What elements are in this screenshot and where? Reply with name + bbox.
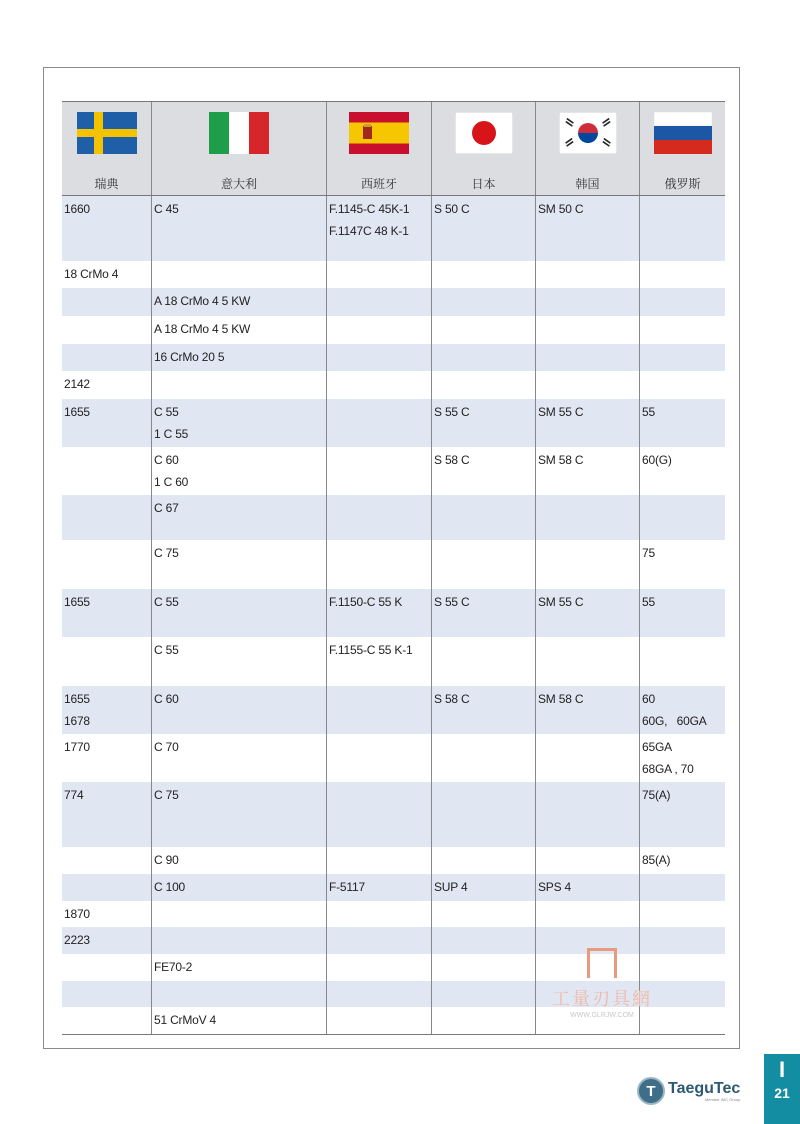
cell-japan	[432, 734, 536, 782]
cell-spain	[327, 927, 432, 954]
cell-sweden: 1655	[62, 589, 152, 637]
table-row	[62, 447, 725, 495]
cell-sweden	[62, 954, 152, 981]
cell-italy: C 67	[152, 495, 327, 540]
cell-korea: SPS 4	[536, 874, 640, 901]
cell-russia	[640, 901, 725, 927]
russia-flag-icon	[654, 112, 712, 154]
cell-sweden	[62, 981, 152, 1007]
cell-russia: 55	[642, 595, 655, 609]
table-row	[62, 371, 725, 399]
section-letter: I	[778, 1057, 786, 1082]
header-italy	[152, 102, 327, 195]
cell-italy: C 45	[152, 196, 327, 261]
table-row	[62, 901, 725, 927]
cell-korea	[536, 316, 640, 344]
header-country-name: 俄罗斯	[664, 177, 701, 191]
cell-japan	[432, 901, 536, 927]
cell-spain	[327, 540, 432, 589]
header-country-name: 瑞典	[94, 177, 119, 191]
cell-russia: 85(A)	[642, 853, 671, 867]
cell-russia: 75	[642, 546, 655, 560]
watermark	[537, 948, 667, 1019]
cell-italy: FE70-2	[152, 954, 327, 981]
cell-sweden	[62, 288, 152, 316]
brand-name: TaeguTec	[668, 1079, 741, 1097]
cell-korea: SM 55 C	[536, 399, 640, 447]
page-number: 21	[774, 1085, 790, 1101]
cell-italy: C 55	[152, 637, 327, 686]
cell-italy: A 18 CrMo 4 5 KW	[152, 288, 327, 316]
cell-italy	[152, 371, 327, 399]
cell-korea	[536, 847, 640, 874]
cell-japan: S 55 C	[432, 589, 536, 637]
cell-russia	[640, 288, 725, 316]
cell-spain	[327, 261, 432, 288]
cell-spain	[327, 371, 432, 399]
cell-spain	[327, 344, 432, 371]
cell-italy: A 18 CrMo 4 5 KW	[152, 316, 327, 344]
cell-italy: 16 CrMo 20 5	[152, 344, 327, 371]
cell-spain	[327, 1007, 432, 1034]
header-korea	[536, 102, 640, 195]
cell-korea	[536, 371, 640, 399]
cell-japan: S 58 C	[432, 686, 536, 734]
cell-sweden: 2142	[62, 371, 152, 399]
cell-japan	[432, 288, 536, 316]
cell-japan: S 58 C	[432, 447, 536, 495]
cell-korea	[536, 344, 640, 371]
cell-italy: C 75	[152, 782, 327, 847]
cell-korea: SM 50 C	[536, 196, 640, 261]
cell-korea	[536, 901, 640, 927]
cell-korea	[536, 261, 640, 288]
brand-subtitle: Member IMC Group	[704, 1096, 741, 1102]
watermark-url: WWW.GLRJW.COM	[570, 1012, 634, 1019]
cell-sweden	[62, 847, 152, 874]
cell-russia	[640, 316, 725, 344]
cell-spain	[327, 981, 432, 1007]
cell-japan	[432, 782, 536, 847]
cell-sweden	[62, 874, 152, 901]
cell-spain	[327, 847, 432, 874]
table-row	[62, 261, 725, 288]
japan-flag-icon	[455, 112, 513, 154]
cell-sweden: 2223	[62, 927, 152, 954]
watermark-text: 工量刃具網	[552, 989, 652, 1010]
table-row	[62, 540, 725, 589]
cell-italy: C 55	[152, 589, 327, 637]
cell-sweden	[62, 447, 152, 495]
cell-spain	[327, 495, 432, 540]
cell-japan	[432, 495, 536, 540]
table-row	[62, 847, 725, 874]
cell-spain	[327, 399, 432, 447]
cell-korea	[536, 782, 640, 847]
cell-spain	[327, 686, 432, 734]
cell-russia: 60 60G, 60GA	[642, 692, 707, 728]
cell-sweden: 1770	[62, 734, 152, 782]
cell-japan	[432, 637, 536, 686]
cell-italy: C 70	[152, 734, 327, 782]
cell-italy	[152, 261, 327, 288]
header-japan	[432, 102, 536, 195]
cell-russia: 75(A)	[642, 788, 671, 802]
watermark-logo-icon	[587, 948, 617, 978]
cell-sweden	[62, 344, 152, 371]
table-row	[62, 589, 725, 637]
header-spain	[327, 102, 432, 195]
cell-sweden	[62, 1007, 152, 1034]
cell-japan	[432, 316, 536, 344]
spain-flag-icon	[349, 112, 409, 154]
cell-sweden	[62, 316, 152, 344]
cell-sweden: 1870	[62, 901, 152, 927]
cell-korea: SM 58 C	[536, 686, 640, 734]
header-country-name: 日本	[471, 177, 496, 191]
cell-italy	[152, 981, 327, 1007]
cell-japan: SUP 4	[432, 874, 536, 901]
page-tab	[764, 1054, 800, 1124]
cell-sweden: 1655	[62, 399, 152, 447]
korea-flag-icon	[559, 112, 617, 154]
brand-logo	[637, 1075, 740, 1107]
cell-russia	[640, 495, 725, 540]
cell-russia	[640, 261, 725, 288]
cell-korea	[536, 288, 640, 316]
table-row	[62, 686, 725, 734]
cell-italy	[152, 901, 327, 927]
cell-korea: SM 55 C	[536, 589, 640, 637]
table-row	[62, 316, 725, 344]
cell-japan: S 50 C	[432, 196, 536, 261]
cell-russia: 60(G)	[642, 453, 672, 467]
table-header	[62, 101, 725, 196]
cell-sweden	[62, 637, 152, 686]
table-row	[62, 874, 725, 901]
brand-logo-icon: T	[637, 1077, 665, 1105]
cell-russia: 65GA 68GA , 70	[642, 740, 694, 776]
cell-italy: C 60 1 C 60	[152, 447, 327, 495]
cell-japan: S 55 C	[432, 399, 536, 447]
header-country-name: 西班牙	[360, 177, 397, 191]
cell-sweden: 1655 1678	[62, 686, 152, 734]
table-bottom-rule	[62, 1034, 725, 1035]
cell-italy: C 60	[152, 686, 327, 734]
cell-spain: F.1155-C 55 K-1	[327, 637, 432, 686]
table-row	[62, 196, 725, 261]
cell-russia	[640, 371, 725, 399]
cell-italy: 51 CrMoV 4	[152, 1007, 327, 1034]
cell-spain: F.1150-C 55 K	[327, 589, 432, 637]
cell-spain	[327, 316, 432, 344]
table-row	[62, 637, 725, 686]
cell-spain	[327, 901, 432, 927]
cell-korea	[536, 495, 640, 540]
italy-flag-icon	[209, 112, 269, 154]
header-country-name: 韩国	[575, 177, 600, 191]
cell-italy	[152, 927, 327, 954]
cell-spain	[327, 288, 432, 316]
cell-spain	[327, 447, 432, 495]
header-russia	[640, 102, 725, 195]
cell-japan	[432, 261, 536, 288]
cell-sweden	[62, 540, 152, 589]
cell-korea: SM 58 C	[536, 447, 640, 495]
table-row	[62, 288, 725, 316]
cell-italy: C 100	[152, 874, 327, 901]
cell-italy: C 75	[152, 540, 327, 589]
cell-japan	[432, 371, 536, 399]
cell-japan	[432, 847, 536, 874]
cell-italy: C 90	[152, 847, 327, 874]
cell-korea	[536, 637, 640, 686]
table-row	[62, 782, 725, 847]
cell-russia	[640, 874, 725, 901]
cell-korea	[536, 540, 640, 589]
table-row	[62, 495, 725, 540]
cell-spain: F-5117	[327, 874, 432, 901]
cell-japan	[432, 927, 536, 954]
header-sweden	[62, 102, 152, 195]
cell-japan	[432, 540, 536, 589]
table-body	[62, 196, 725, 1034]
cell-korea	[536, 734, 640, 782]
cell-spain: F.1145-C 45K-1 F.1147C 48 K-1	[327, 196, 432, 261]
cell-japan	[432, 981, 536, 1007]
cell-italy: C 55 1 C 55	[152, 399, 327, 447]
cell-japan	[432, 1007, 536, 1034]
cell-spain	[327, 734, 432, 782]
cell-sweden: 1660	[62, 196, 152, 261]
cell-sweden: 18 CrMo 4	[62, 261, 152, 288]
table-row	[62, 734, 725, 782]
cell-russia	[640, 637, 725, 686]
cell-japan	[432, 344, 536, 371]
sweden-flag-icon	[77, 112, 137, 154]
cell-spain	[327, 782, 432, 847]
cell-sweden	[62, 495, 152, 540]
cell-japan	[432, 954, 536, 981]
cell-russia: 55	[642, 405, 655, 419]
material-comparison-table	[62, 101, 725, 1035]
cell-sweden: 774	[62, 782, 152, 847]
cell-russia	[640, 196, 725, 261]
cell-russia	[640, 344, 725, 371]
cell-spain	[327, 954, 432, 981]
table-row	[62, 344, 725, 371]
table-row	[62, 399, 725, 447]
header-country-name: 意大利	[220, 177, 257, 191]
